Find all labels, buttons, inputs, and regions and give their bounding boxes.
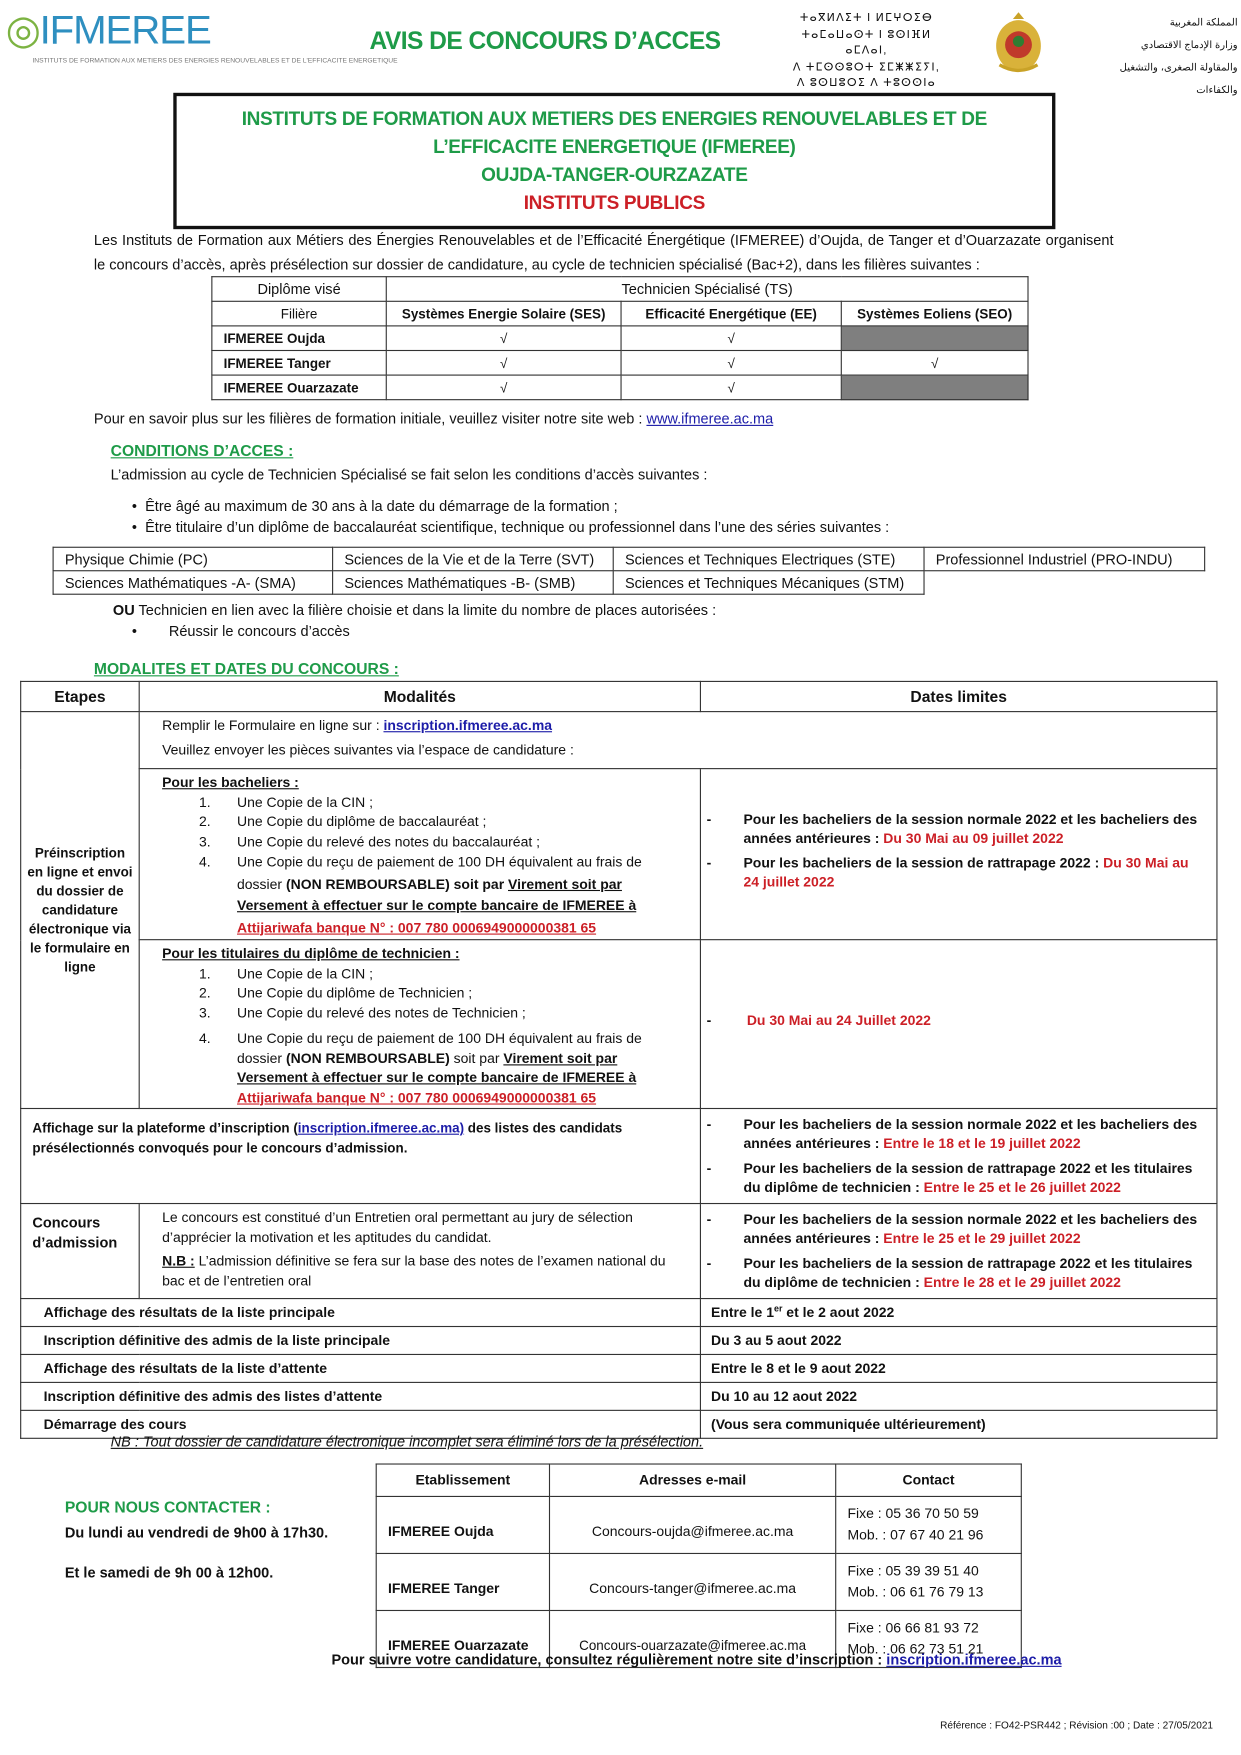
payment-instructions: Virement soit par Versement à effectuer sur le compte bancaire de IFMEREE à	[237, 1050, 637, 1086]
logo-ring-icon: ◎	[5, 6, 40, 53]
box-line-public: INSTITUTS PUBLICS	[523, 192, 705, 214]
date-item: - Pour les bacheliers de la session normale 2022 et les bacheliers des années antérieures : Entre le 25 et le 29 juillet 2022	[706, 1211, 1198, 1247]
item-text: Une Copie du relevé des notes de Technicien ;	[237, 1004, 526, 1021]
follow-notice	[0, 1651, 1241, 1668]
contact-hours-saturday: Et le samedi de 9h 00 à 12h00.	[64, 1564, 274, 1581]
page-title: AVIS DE CONCOURS D’ACCES	[369, 26, 721, 55]
bacheliers-dates	[700, 769, 1217, 940]
technicien-option	[113, 601, 716, 618]
item-text: Une Copie de la CIN ;	[237, 965, 373, 982]
date-item: - Pour les bacheliers de la session normale 2022 et les bacheliers des années antérieures : Du 30 Mai au 09 juillet 2022	[706, 811, 1198, 847]
unavailable-cell	[841, 375, 1028, 400]
date-sup: er	[773, 1304, 783, 1315]
filieres-table	[211, 276, 1028, 400]
series-cell: Sciences Mathématiques -B- (SMB)	[333, 571, 614, 594]
box-line: L’EFFICACITE ENERGETIQUE (IFMEREE)	[433, 136, 796, 158]
tifinagh-line: ⵜⴰⴳⵍⴷⵉⵜ ⵏ ⵍⵎⵖⵔⵉⴱ	[799, 12, 934, 25]
contact-heading: POUR NOUS CONTACTER :	[64, 1498, 271, 1517]
item-text: Une Copie du diplôme de Technicien ;	[237, 984, 473, 1001]
document-reference: Référence : FO42-PSR442 ; Révision :00 ; Date : 27/05/2021	[940, 1719, 1214, 1731]
etape-preinscription: Préinscription en ligne et envoi du dossier de candidature électronique via le formulaire en ligne	[21, 712, 140, 1109]
series-cell: Physique Chimie (PC)	[53, 547, 333, 570]
arabic-ministry-name	[1090, 11, 1238, 100]
payment-instructions: Virement soit par Versement à effectuer sur le compte bancaire de IFMEREE à	[237, 875, 637, 914]
column-header: Systèmes Eoliens (SEO)	[841, 301, 1028, 326]
table-header: Filière	[212, 301, 386, 326]
series-cell: Professionnel Industriel (PRO-INDU)	[924, 547, 1205, 570]
follow-text: Pour suivre votre candidature, consultez régulièrement notre site d’inscription :	[331, 1651, 887, 1669]
nb-label: N.B :	[162, 1253, 195, 1269]
list-item: 4. Une Copie du reçu de paiement de 100 DH équivalent au frais de dossier (NON REMBOURSABLE) soit par Virement soit par Versement à effectuer sur le compte bancaire de IFMEREE à Attijariwafa banque N° : 007 780 0006949000000381 65	[199, 1030, 642, 1106]
techniciens-documents	[139, 940, 700, 1109]
column-header: Efficacité Energétique (EE)	[621, 301, 841, 326]
section-title: Pour les titulaires du diplôme de technicien :	[162, 945, 460, 962]
phone-fixe: Fixe : 06 66 81 93 72	[847, 1619, 979, 1636]
institute-name: IFMEREE Ouarzazate	[376, 1610, 549, 1667]
item-text: Une Copie du relevé des notes du baccalauréat ;	[237, 833, 541, 850]
conditions-heading: CONDITIONS D’ACCES :	[110, 441, 294, 460]
table-row	[21, 1382, 1217, 1410]
arabic-line: والمقاولة الصغرى، والتشغيل والكفاءات	[1119, 61, 1238, 96]
logo-subtitle: INSTITUTS DE FORMATION AUX METIERS DES ENERGIES RENOUVELABLES ET DE L'EFFICACITE ENERGETIQUE	[32, 58, 398, 65]
table-row	[53, 571, 1205, 594]
step-date: Du 3 au 5 aout 2022	[700, 1327, 1217, 1355]
table-row	[21, 1299, 1217, 1327]
nb-note: NB : Tout dossier de candidature électronique incomplet sera éliminé lors de la présélection.	[110, 1433, 704, 1451]
item-text: Une Copie du reçu de paiement de 100 DH équivalent au frais de dossier	[237, 1030, 642, 1067]
arabic-line: المملكة المغربية	[1169, 16, 1238, 28]
inscription-link[interactable]: inscription.ifmeree.ac.ma)	[297, 1120, 465, 1136]
item-text: Une Copie du diplôme de baccalauréat ;	[237, 813, 487, 830]
step-text: des listes des candidats présélectionnés convoqués pour le concours d’admission.	[32, 1120, 623, 1157]
table-row	[21, 1354, 1217, 1382]
date-label: Pour les bacheliers de la session normale 2022 et les bacheliers des années antérieures :	[743, 1211, 1198, 1247]
table-row	[376, 1496, 1021, 1553]
series-cell: Sciences et Techniques Mécaniques (STM)	[613, 571, 924, 594]
institute-name: IFMEREE Tanger	[376, 1553, 549, 1610]
date-value: Du 30 Mai au 24 Juillet 2022	[746, 1012, 931, 1029]
bullet-text: Être titulaire d’un diplôme de baccalauréat scientifique, technique ou professionnel dans l’une des séries suivantes :	[145, 518, 890, 536]
item-text-bold: (NON REMBOURSABLE)	[285, 1050, 450, 1067]
list-item: 3. Une Copie du relevé des notes du baccalauréat ;	[199, 833, 541, 850]
item-text: soit par	[449, 1050, 504, 1067]
table-row	[376, 1553, 1021, 1610]
contact-table	[376, 1463, 1022, 1668]
ou-label: OU	[112, 601, 135, 619]
condition-bullet	[132, 498, 618, 515]
bank-account: Attijariwafa banque N° : 007 780 0006949000000381 65	[237, 919, 597, 936]
inscription-link[interactable]: inscription.ifmeree.ac.ma	[383, 717, 553, 734]
table-row	[21, 1108, 1217, 1203]
modalites-table	[20, 681, 1217, 1439]
date-item: - Pour les bacheliers de la session de rattrapage 2022 et les titulaires du diplôme de technicien : Entre le 25 et le 26 juillet 2022	[706, 1160, 1193, 1196]
step-label: Inscription définitive des admis de la liste principale	[21, 1327, 701, 1355]
institutes-title-box	[173, 93, 1055, 229]
date-text: Entre le 1	[711, 1305, 774, 1322]
item-text: Une Copie du reçu de paiement de 100 DH équivalent au frais de dossier	[237, 854, 642, 892]
date-item: - Pour les bacheliers de la session normale 2022 et les bacheliers des années antérieures : Entre le 18 et le 19 juillet 2022	[706, 1116, 1198, 1152]
tifinagh-ministry-name	[783, 11, 951, 92]
contact-hours-weekdays: Du lundi au vendredi de 9h00 à 17h30.	[64, 1523, 329, 1541]
more-info	[94, 410, 773, 427]
table-row	[21, 712, 1217, 769]
date-value: Du 30 Mai au 24 juillet 2022	[743, 855, 1189, 890]
ifmeree-logo	[5, 6, 398, 76]
morocco-coat-of-arms-icon	[984, 9, 1053, 76]
table-row	[21, 1327, 1217, 1355]
arabic-line: وزارة الإدماج الاقتصادي	[1140, 39, 1238, 51]
table-row	[21, 1204, 1217, 1299]
bullet-text: Réussir le concours d’accès	[168, 622, 350, 640]
phone-fixe: Fixe : 05 36 70 50 59	[847, 1505, 979, 1522]
ou-text: Technicien en lien avec la filière choisie et dans la limite du nombre de places autorisées :	[134, 601, 717, 619]
modalites-heading: MODALITES ET DATES DU CONCOURS :	[93, 659, 399, 678]
column-header: Modalités	[139, 681, 700, 711]
date-item: - Pour les bacheliers de la session de rattrapage 2022 : Du 30 Mai au 24 juillet 2022	[706, 855, 1189, 890]
tifinagh-line: ⴷ ⵜⵎⵙⵙⵓⵔⵜ ⵉⵎⵥⵥⵉⵢⵏ,	[792, 60, 940, 74]
box-line: INSTITUTS DE FORMATION AUX METIERS DES ENERGIES RENOUVELABLES ET DE	[241, 108, 987, 130]
item-text-bold: (NON REMBOURSABLE) soit par	[285, 875, 509, 892]
check-mark: √	[386, 326, 621, 351]
table-row	[21, 940, 1217, 1109]
date-value: Entre le 18 et le 19 juillet 2022	[883, 1135, 1081, 1152]
nb-text: L’admission définitive se fera sur la base des notes de l’examen national du bac et de l’entretien oral	[162, 1253, 666, 1289]
tifinagh-line: ⴷ ⵓⵙⵡⵓⵔⵉ ⴷ ⵜⵓⵙⵙⵏⴰ	[796, 77, 937, 90]
step-label: Inscription définitive des admis des listes d’attente	[21, 1382, 701, 1410]
item-text: Une Copie de la CIN ;	[237, 794, 373, 810]
step-label: Affichage des résultats de la liste d’attente	[21, 1354, 701, 1382]
conditions-intro: L’admission au cycle de Technicien Spécialisé se fait selon les conditions d’accès suivantes :	[110, 466, 708, 483]
step-date: (Vous sera communiquée ultérieurement)	[700, 1410, 1217, 1438]
tifinagh-line: ⵜⴰⵎⴰⵡⴰⵙⵜ ⵏ ⵓⵙⵏⴼⵍ ⴰⵎⴷⴰⵏ,	[801, 28, 932, 58]
check-mark: √	[621, 350, 841, 375]
series-cell: Sciences Mathématiques -A- (SMA)	[53, 571, 333, 594]
table-header: Technicien Spécialisé (TS)	[386, 277, 1028, 302]
concours-text: Le concours est constitué d’un Entretien oral permettant au jury de sélection d’apprécier la motivation et les aptitudes du candidat.	[162, 1209, 633, 1245]
column-header: Contact	[836, 1464, 1022, 1496]
step-date: Du 10 au 12 aout 2022	[700, 1382, 1217, 1410]
table-row	[21, 769, 1217, 940]
step-label: Affichage des résultats de la liste principale	[21, 1299, 701, 1327]
date-label: Pour les bacheliers de la session de rattrapage 2022 et les titulaires du diplôme de technicien :	[743, 1160, 1193, 1196]
check-mark: √	[386, 350, 621, 375]
column-header: Dates limites	[700, 681, 1217, 711]
box-line: OUJDA-TANGER-OURZAZATE	[481, 164, 748, 186]
website-link[interactable]: www.ifmeree.ac.ma	[646, 410, 774, 428]
check-mark: √	[841, 350, 1028, 375]
list-item: 1. Une Copie de la CIN ;	[199, 794, 373, 810]
column-header: Adresses e-mail	[549, 1464, 835, 1496]
table-row	[53, 547, 1205, 570]
table-row	[212, 375, 1028, 400]
more-info-text: Pour en savoir plus sur les filières de formation initiale, veuillez visiter notre site web :	[93, 410, 647, 428]
date-item: - Du 30 Mai au 24 Juillet 2022	[706, 1012, 931, 1029]
list-item: 4. Une Copie du reçu de paiement de 100 DH équivalent au frais de dossier (NON REMBOURSABLE) soit par Virement soit par Versement à effectuer sur le compte bancaire de IFMEREE à Attijariwafa banque N° : 007 780 0006949000000381 65	[199, 854, 642, 936]
date-label: Pour les bacheliers de la session normale 2022 et les bacheliers des années antérieures :	[743, 1116, 1198, 1152]
step-text: Affichage sur la plateforme d’inscription (	[32, 1120, 298, 1136]
email-address[interactable]: Concours-ouarzazate@ifmeree.ac.ma	[549, 1610, 835, 1667]
list-item: 1. Une Copie de la CIN ;	[199, 965, 373, 982]
affichage-dates	[700, 1108, 1217, 1203]
affichage-step	[21, 1108, 701, 1203]
check-mark: √	[621, 326, 841, 351]
bullet-icon: •	[131, 622, 138, 640]
table-row	[212, 350, 1028, 375]
phone-mobile: Mob. : 06 62 73 51 21	[847, 1641, 984, 1657]
phone-mobile: Mob. : 06 61 76 79 13	[847, 1584, 984, 1600]
date-text: et le 2 aout 2022	[782, 1305, 895, 1322]
phone-fixe: Fixe : 05 39 39 51 40	[847, 1562, 979, 1579]
institute-name: IFMEREE Ouarzazate	[212, 375, 386, 400]
column-header: Etapes	[21, 681, 140, 711]
email-address[interactable]: Concours-tanger@ifmeree.ac.ma	[549, 1553, 835, 1610]
institute-name: IFMEREE Oujda	[376, 1496, 549, 1553]
section-title: Pour les bacheliers :	[162, 774, 299, 791]
date-label: Pour les bacheliers de la session de rattrapage 2022 :	[743, 855, 1104, 871]
series-cell: Sciences et Techniques Electriques (STE)	[613, 547, 924, 570]
bullet-icon: •	[131, 518, 146, 536]
inscription-link[interactable]: inscription.ifmeree.ac.ma	[886, 1651, 1062, 1669]
unavailable-cell	[841, 326, 1028, 351]
step-date: Entre le 8 et le 9 aout 2022	[700, 1354, 1217, 1382]
concours-description	[139, 1204, 700, 1299]
series-cell: Sciences de la Vie et de la Terre (SVT)	[333, 547, 614, 570]
techniciens-dates	[700, 940, 1217, 1109]
institute-name: IFMEREE Tanger	[212, 350, 386, 375]
date-label: Pour les bacheliers de la session normale 2022 et les bacheliers des années antérieures :	[743, 811, 1198, 847]
table-header: Diplôme visé	[212, 277, 386, 302]
list-item: 3. Une Copie du relevé des notes de Technicien ;	[199, 1004, 526, 1021]
institute-name: IFMEREE Oujda	[212, 326, 386, 351]
technicien-bullet	[132, 623, 350, 640]
column-header: Etablissement	[376, 1464, 549, 1496]
instruction-text: Remplir le Formulaire en ligne sur :	[162, 717, 384, 734]
phone-mobile: Mob. : 07 67 40 21 96	[847, 1527, 984, 1543]
empty-cell	[924, 571, 1205, 594]
etape-concours: Concours d’admission	[21, 1204, 140, 1299]
logo-text: IFMEREE	[39, 6, 211, 53]
email-address[interactable]: Concours-oujda@ifmeree.ac.ma	[549, 1496, 835, 1553]
bacheliers-documents	[139, 769, 700, 940]
date-value: Entre le 28 et le 29 juillet 2022	[923, 1274, 1121, 1291]
step-label: Démarrage des cours	[21, 1410, 701, 1438]
table-row	[212, 326, 1028, 351]
step-date	[700, 1299, 1217, 1327]
column-header: Systèmes Energie Solaire (SES)	[386, 301, 621, 326]
bac-series-table	[53, 547, 1206, 595]
check-mark: √	[386, 375, 621, 400]
bank-account: Attijariwafa banque N° : 007 780 0006949000000381 65	[237, 1089, 597, 1106]
instructions-cell	[139, 712, 1217, 769]
bullet-text: Être âgé au maximum de 30 ans à la date du démarrage de la formation ;	[145, 497, 618, 515]
concours-dates	[700, 1204, 1217, 1299]
date-value: Entre le 25 et le 26 juillet 2022	[923, 1179, 1121, 1196]
check-mark: √	[621, 375, 841, 400]
date-value: Du 30 Mai au 09 juillet 2022	[883, 830, 1064, 847]
list-item: 2. Une Copie du diplôme de baccalauréat ;	[199, 813, 487, 830]
instruction-text: Veuillez envoyer les pièces suivantes via l’espace de candidature :	[162, 741, 574, 758]
date-label: Pour les bacheliers de la session de rattrapage 2022 et les titulaires du diplôme de technicien :	[743, 1255, 1193, 1291]
date-value: Entre le 25 et le 29 juillet 2022	[883, 1230, 1081, 1247]
intro-paragraph: Les Instituts de Formation aux Métiers des Énergies Renouvelables et de l’Efficacité Énergétique (IFMEREE) d’Oujda, de Tanger et d’Ouarzazate organisent le concours d’accès, après présélection sur dossier de candidature, au cycle de technicien spécialisé (Bac+2), dans les filières suivantes :	[93, 231, 1114, 273]
date-item: - Pour les bacheliers de la session de rattrapage 2022 et les titulaires du diplôme de technicien : Entre le 28 et le 29 juillet 2022	[706, 1255, 1193, 1291]
bullet-icon: •	[131, 497, 146, 515]
list-item: 2. Une Copie du diplôme de Technicien ;	[199, 984, 473, 1001]
condition-bullet	[132, 519, 889, 536]
